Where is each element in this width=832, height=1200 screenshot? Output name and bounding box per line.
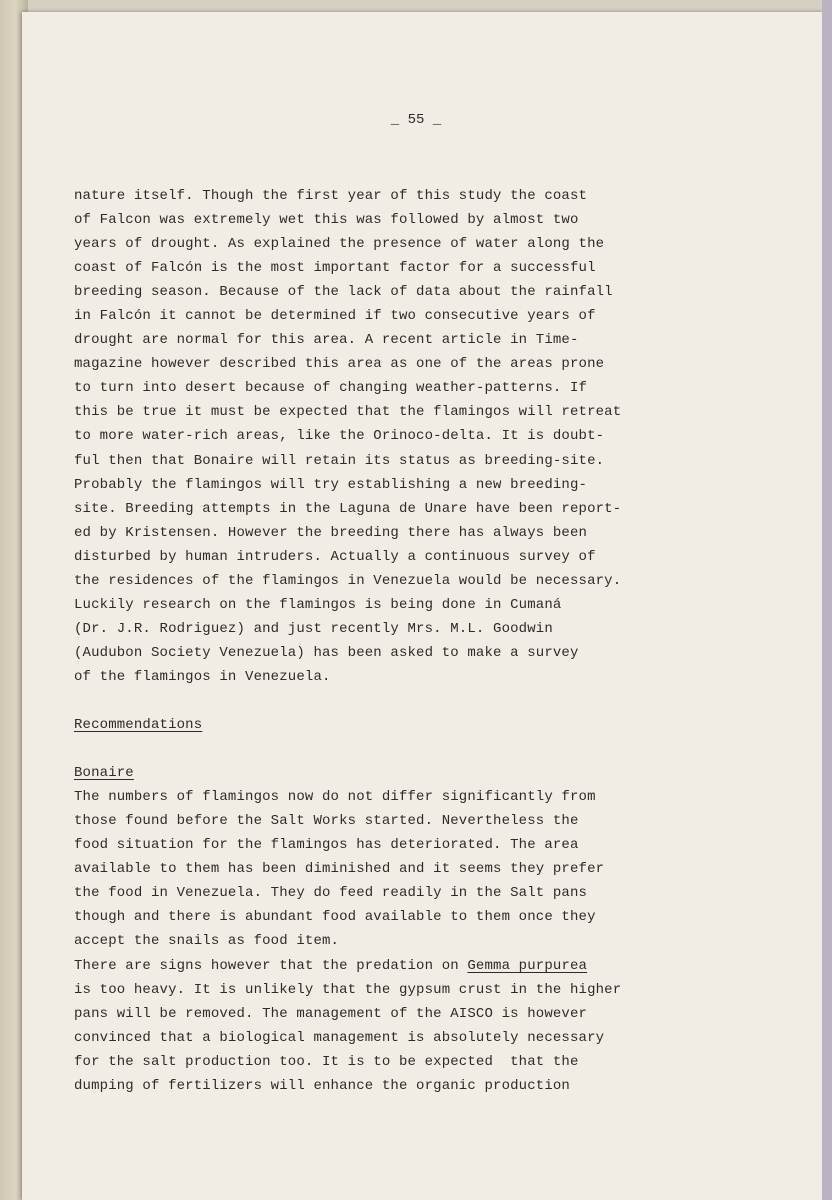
paragraph-climate [74,184,724,689]
text-line: drought are normal for this area. A recent article in Time- [74,332,579,349]
text-line: convinced that a biological management is absolutely necessary [74,1029,605,1046]
body-text [74,184,724,1098]
text-line: nature itself. Though the first year of this study the coast [74,188,588,204]
text-line: pans will be removed. The management of the AISCO is however [74,1005,588,1022]
text-line: Luckily research on the flamingos is being done in Cumaná [74,596,562,613]
text-line: Probably the flamingos will try establishing a new breeding- [74,476,588,493]
text-line: to more water-rich areas, like the Orinoco-delta. It is doubt- [74,428,605,445]
text-line: in Falcón it cannot be determined if two consecutive years of [74,308,596,325]
text-line: (Dr. J.R. Rodriguez) and just recently Mrs. M.L. Goodwin [74,620,553,637]
blank-line [74,737,724,761]
text-line: ed by Kristensen. However the breeding there has always been [74,524,588,541]
text-line: though and there is abundant food available to them once they [74,909,596,926]
text-line: dumping of fertilizers will enhance the organic production [74,1077,570,1094]
text-line: coast of Falcón is the most important factor for a successful [74,260,596,277]
text-line: the residences of the flamingos in Venezuela would be necessary. [74,572,622,589]
text-line: years of drought. As explained the presence of water along the [74,236,605,253]
text-line: food situation for the flamingos has deteriorated. The area [74,837,579,854]
text-line: of Falcon was extremely wet this was followed by almost two [74,212,579,229]
text-line: disturbed by human intruders. Actually a continuous survey of [74,548,596,565]
blank-line [74,689,724,713]
text-line: this be true it must be expected that the flamingos will retreat [74,404,622,421]
text-line: site. Breeding attempts in the Laguna de Unare have been report- [74,500,622,517]
page-number: _ 55 _ [390,112,442,128]
text-line: of the flamingos in Venezuela. [74,668,331,685]
text-line: the food in Venezuela. They do feed readily in the Salt pans [74,885,588,902]
heading-bonaire: Bonaire [74,765,134,782]
text-line: to turn into desert because of changing weather-patterns. If [74,380,588,397]
text-line: for the salt production too. It is to be expected that the [74,1053,579,1070]
paragraph-bonaire-numbers [74,785,724,953]
cover-edge [822,0,832,1200]
species-name: Gemma purpurea [467,957,588,974]
text-line: those found before the Salt Works started. Nevertheless the [74,813,579,830]
text-line: magazine however described this area as one of the areas prone [74,356,605,373]
text-line [74,954,724,978]
text-line: ful then that Bonaire will retain its status as breeding-site. [74,452,605,469]
text-line: available to them has been diminished and it seems they prefer [74,861,605,878]
text-line: (Audubon Society Venezuela) has been asked to make a survey [74,644,579,661]
text-line: breeding season. Because of the lack of data about the rainfall [74,284,613,301]
text-fragment: There are signs however that the predation on [74,957,468,974]
paragraph-predation [74,954,724,1098]
heading-recommendations: Recommendations [74,717,203,734]
text-line: is too heavy. It is unlikely that the gypsum crust in the higher [74,981,622,998]
text-line: The numbers of flamingos now do not differ significantly from [74,789,596,806]
text-line: accept the snails as food item. [74,933,340,950]
